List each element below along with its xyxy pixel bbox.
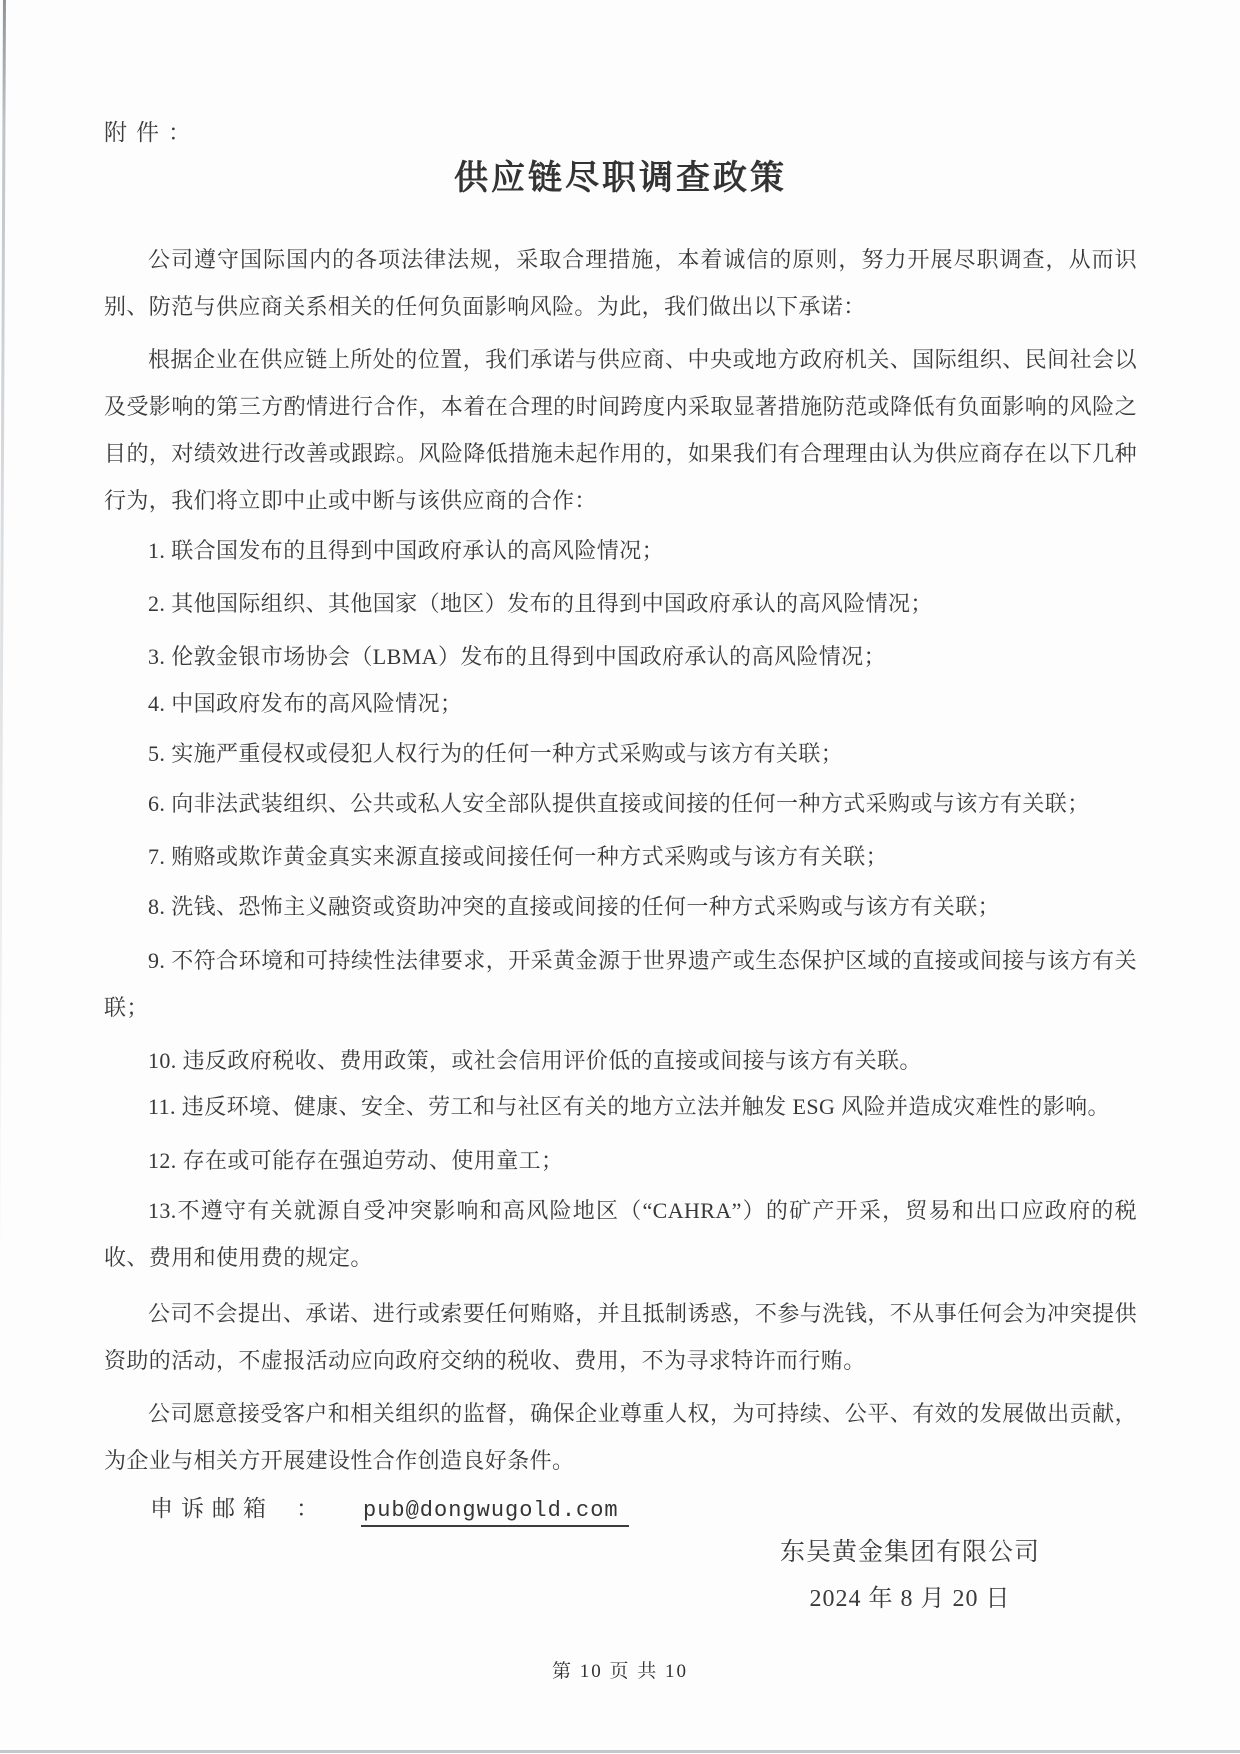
risk-item-4: 4. 中国政府发布的高风险情况； bbox=[148, 691, 463, 716]
complaint-email-colon: ： bbox=[296, 1496, 319, 1521]
risk-item-11: 11. 违反环境、健康、安全、劳工和与社区有关的地方立法并触发 ESG 风险并造成灾难性的影响。 bbox=[148, 1094, 1110, 1119]
commitment-paragraph: 根据企业在供应链上所处的位置，我们承诺与供应商、中央或地方政府机关、国际组织、民间社会以及受影响的第三方酌情进行合作，本着在合理的时间跨度内采取显著措施防范或降低有负面影响的风险之目的，对绩效进行改善或跟踪。风险降低措施未起作用的，如果我们有合理理由认为供应商存在以下几种行为，我们将立即中止或中断与该供应商的合作： bbox=[104, 347, 1137, 513]
anti-bribery-paragraph: 公司不会提出、承诺、进行或索要任何贿赂，并且抵制诱惑，不参与洗钱，不从事任何会为冲突提供资助的活动，不虚报活动应向政府交纳的税收、费用，不为寻求特许而行贿。 bbox=[104, 1301, 1137, 1373]
document-date: 2024 年 8 月 20 日 bbox=[809, 1586, 1011, 1612]
risk-item-2: 2. 其他国际组织、其他国家（地区）发布的且得到中国政府承认的高风险情况； bbox=[148, 591, 933, 616]
complaint-email-link[interactable]: pub@dongwugold.com bbox=[361, 1498, 629, 1527]
scan-artifact-left-edge bbox=[0, 0, 6, 1314]
attachment-label: 附件： bbox=[104, 120, 200, 145]
company-name: 东吴黄金集团有限公司 bbox=[779, 1539, 1040, 1566]
risk-item-6: 6. 向非法武装组织、公共或私人安全部队提供直接或间接的任何一种方式采购或与该方有关联； bbox=[148, 791, 1090, 816]
risk-item-1: 1. 联合国发布的且得到中国政府承认的高风险情况； bbox=[148, 538, 665, 563]
supervision-paragraph: 公司愿意接受客户和相关组织的监督，确保企业尊重人权，为可持续、公平、有效的发展做出贡献，为企业与相关方开展建设性合作创造良好条件。 bbox=[104, 1401, 1137, 1473]
risk-item-9: 9. 不符合环境和可持续性法律要求，开采黄金源于世界遗产或生态保护区域的直接或间接与该方有关联； bbox=[104, 948, 1137, 1020]
intro-paragraph: 公司遵守国际国内的各项法律法规，采取合理措施，本着诚信的原则，努力开展尽职调查，从而识别、防范与供应商关系相关的任何负面影响风险。为此，我们做出以下承诺： bbox=[104, 247, 1137, 319]
risk-item-7: 7. 贿赂或欺诈黄金真实来源直接或间接任何一种方式采购或与该方有关联； bbox=[148, 844, 889, 869]
complaint-email-label: 申诉邮箱 bbox=[150, 1496, 274, 1521]
risk-item-12: 12. 存在或可能存在强迫劳动、使用童工； bbox=[148, 1148, 564, 1173]
scan-artifact-bottom-edge bbox=[0, 1750, 1240, 1753]
risk-item-5: 5. 实施严重侵权或侵犯人权行为的任何一种方式采购或与该方有关联； bbox=[148, 741, 844, 766]
complaint-email-row bbox=[104, 1490, 1183, 1523]
risk-item-10: 10. 违反政府税收、费用政策，或社会信用评价低的直接或间接与该方有关联。 bbox=[148, 1048, 922, 1073]
page-footer: 第 10 页 共 10 bbox=[551, 1661, 688, 1682]
risk-item-3: 3. 伦敦金银市场协会（LBMA）发布的且得到中国政府承认的高风险情况； bbox=[148, 644, 886, 669]
risk-item-8: 8. 洗钱、恐怖主义融资或资助冲突的直接或间接的任何一种方式采购或与该方有关联； bbox=[148, 894, 1001, 919]
document-title: 供应链尽职调查政策 bbox=[454, 159, 787, 197]
risk-item-13: 13.不遵守有关就源自受冲突影响和高风险地区（“CAHRA”）的矿产开采，贸易和出口应政府的税收、费用和使用费的规定。 bbox=[104, 1198, 1137, 1270]
